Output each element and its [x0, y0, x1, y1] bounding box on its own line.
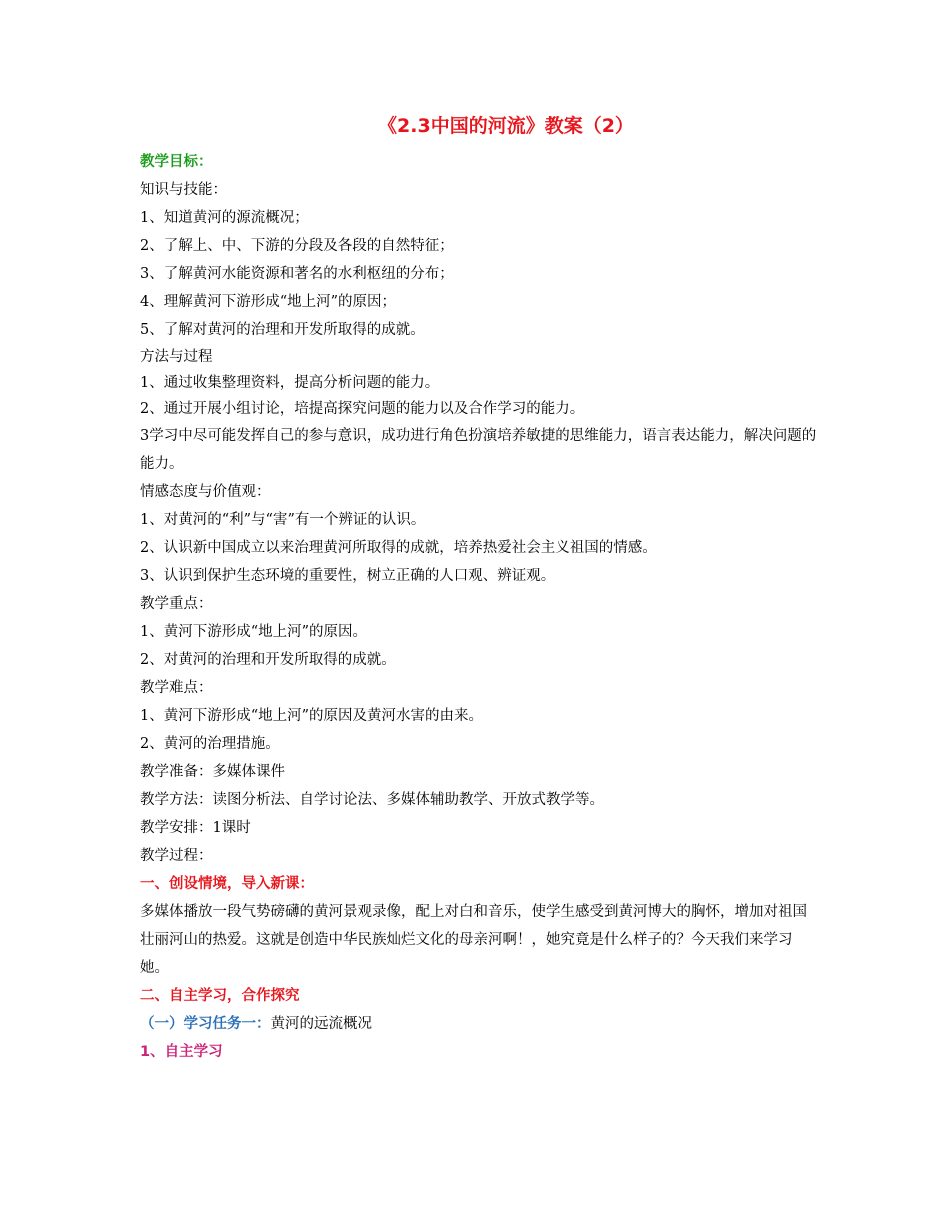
key-point-item: 2、对黄河的治理和开发所取得的成就。	[140, 652, 396, 668]
section2-heading	[140, 982, 820, 1010]
task1-label: （一）学习任务一：	[140, 1016, 271, 1032]
objectives-heading-text: 教学目标：	[140, 154, 213, 170]
difficulties-heading: 教学难点：	[140, 680, 213, 696]
attitude-item: 3、认识到保护生态环境的重要性，树立正确的人口观、辨证观。	[140, 568, 556, 584]
method-heading: 方法与过程	[140, 349, 213, 365]
section1-heading-text: 一、创设情境，导入新课：	[140, 876, 314, 892]
task1-text: 黄河的远流概况	[270, 1016, 372, 1032]
document-title: 《2.3中国的河流》教案（2）	[378, 115, 634, 137]
task1-line	[140, 1010, 820, 1038]
method-item: 3学习中尽可能发挥自己的参与意识，成功进行角色扮演培养敏捷的思维能力，语言表达能力，解决问题的能力。	[140, 428, 817, 472]
knowledge-heading: 知识与技能：	[140, 182, 227, 198]
section2-heading-text: 二、自主学习，合作探究	[140, 988, 300, 1004]
methods-line: 教学方法：读图分析法、自学讨论法、多媒体辅助教学、开放式教学等。	[140, 792, 604, 808]
knowledge-item: 2、了解上、中、下游的分段及各段的自然特征；	[140, 238, 454, 254]
difficulty-item: 1、黄河下游形成“地上河”的原因及黄河水害的由来。	[140, 708, 484, 724]
objectives-heading	[140, 148, 820, 176]
document-page	[140, 112, 820, 1066]
sub1-heading	[140, 1038, 820, 1066]
sub1-heading-text: 1、自主学习	[140, 1044, 223, 1060]
attitude-item: 1、对黄河的“利”与“害”有一个辨证的认识。	[140, 512, 426, 528]
schedule-line: 教学安排：1课时	[140, 820, 251, 836]
key-point-item: 1、黄河下游形成“地上河”的原因。	[140, 624, 368, 640]
knowledge-item: 4、理解黄河下游形成“地上河”的原因；	[140, 294, 397, 310]
method-item: 2、通过开展小组讨论，培提高探究问题的能力以及合作学习的能力。	[140, 401, 585, 417]
key-points-heading: 教学重点：	[140, 596, 213, 612]
method-item: 1、通过收集整理资料，提高分析问题的能力。	[140, 375, 440, 391]
knowledge-item: 1、知道黄河的源流概况；	[140, 210, 309, 226]
section1-heading	[140, 870, 820, 898]
attitude-item: 2、认识新中国成立以来治理黄河所取得的成就，培养热爱社会主义祖国的情感。	[140, 540, 657, 556]
attitude-heading: 情感态度与价值观：	[140, 484, 271, 500]
difficulty-item: 2、黄河的治理措施。	[140, 736, 280, 752]
knowledge-item: 5、了解对黄河的治理和开发所取得的成就。	[140, 322, 425, 338]
knowledge-item: 3、了解黄河水能资源和著名的水利枢纽的分布；	[140, 266, 454, 282]
process-heading: 教学过程：	[140, 848, 213, 864]
section1-paragraph: 多媒体播放一段气势磅礴的黄河景观录像，配上对白和音乐，使学生感受到黄河博大的胸怀，增加对祖国壮丽河山的热爱。这就是创造中华民族灿烂文化的母亲河啊！，她究竟是什么样子的？今天我们来学习她。	[140, 904, 807, 976]
preparation-line: 教学准备：多媒体课件	[140, 764, 285, 780]
